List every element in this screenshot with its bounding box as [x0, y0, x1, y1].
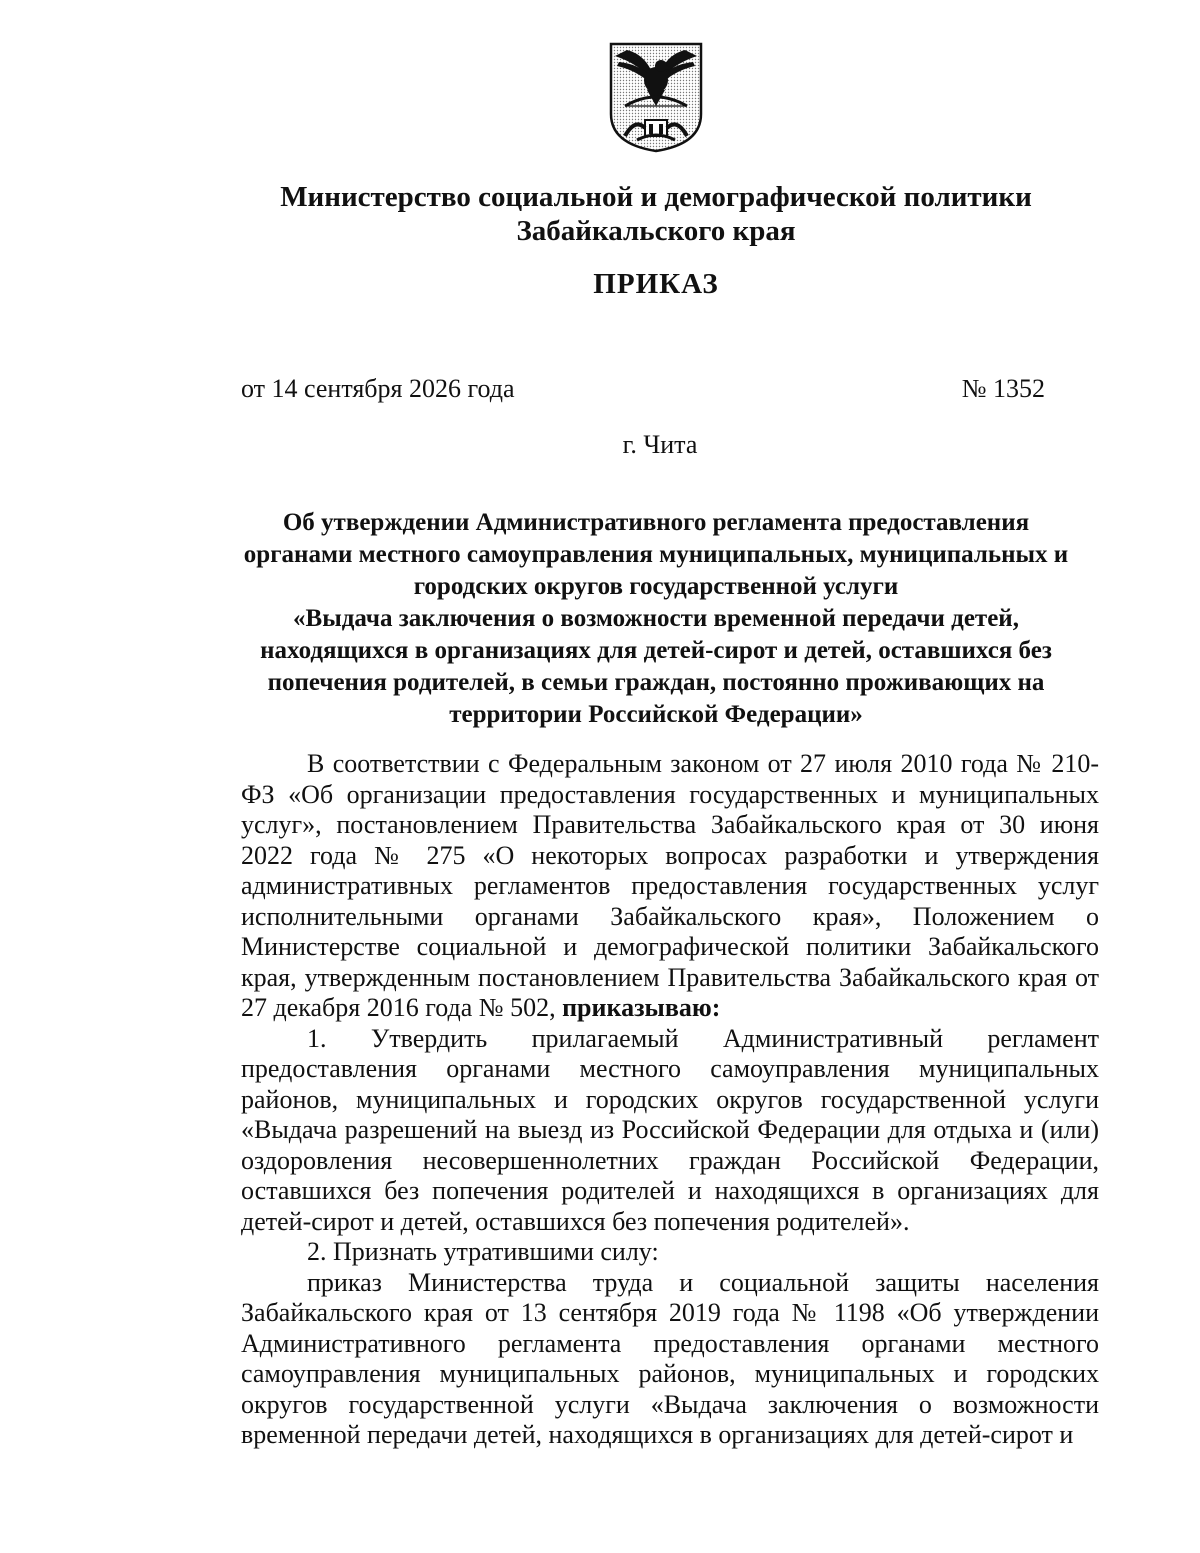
subject-line: территории Российской Федерации» [449, 701, 863, 728]
document-type: ПРИКАЗ [593, 268, 719, 300]
preamble-text: В соответствии с Федеральным законом от 27 июля 2010 года № 210-ФЗ «Об организации предоставления государственных и муниципальных услуг», постановлением Правительства Забайкальского края от 30 июня 2022 года № 275 «О некоторых вопросах разработки и утверждения административных регламентов предоставления государственных услуг исполнительными органами Забайкальского края», Положением о Министерстве социальной и демографической политики Забайкальского края, утвержденным постановлением Правительства Забайкальского края от 27 декабря 2016 года № 502, [241, 749, 1099, 1022]
subject-line: органами местного самоуправления муниципальных, муниципальных и [243, 541, 1069, 568]
order-date: от 14 сентября 2026 года [241, 374, 515, 403]
coat-of-arms-icon [607, 40, 705, 154]
agency-line-1: Министерство социальной и демографической политики [280, 181, 1032, 213]
item-2-heading: 2. Признать утратившими силу: [307, 1237, 659, 1266]
agency-line-2: Забайкальского края [516, 215, 796, 247]
order-number: № 1352 [961, 374, 1045, 403]
subject-line: городских округов государственной услуги [413, 573, 899, 600]
item-2-text: приказ Министерства труда и социальной защиты населения Забайкальского края от 13 сентября 2019 года № 1198 «Об утверждении Административного регламента предоставления органами местного самоуправления муниципальных районов, муниципальных и городских округов государственной услуги «Выдача заключения о возможности временной передачи детей, находящихся в организациях для детей-сирот и [241, 1267, 1099, 1449]
preamble-paragraph [241, 749, 1099, 1024]
subject-line: Об утверждении Административного регламента предоставления [282, 509, 1030, 536]
subject-line: попечения родителей, в семьи граждан, постоянно проживающих на [267, 669, 1045, 696]
subject-line: находящихся в организациях для детей-сирот и детей, оставшихся без [260, 637, 1052, 664]
agency-name [150, 180, 1162, 248]
order-subject [222, 507, 1090, 731]
order-city: г. Чита [622, 430, 698, 459]
order-word: приказываю: [562, 993, 721, 1022]
order-body [241, 749, 1099, 1451]
item-1-paragraph: 1. Утвердить прилагаемый Административный регламент предоставления органами местного самоуправления муниципальных районов, муниципальных и городских округов государственной услуги «Выдача разрешений на выезд из Российской Федерации для отдыха и (или) оздоровления несовершеннолетних граждан Российской Федерации, оставшихся без попечения родителей и находящихся в организациях для детей-сирот и детей, оставшихся без попечения родителей». [241, 1023, 1099, 1236]
subject-line: «Выдача заключения о возможности временной передачи детей, [293, 605, 1019, 632]
